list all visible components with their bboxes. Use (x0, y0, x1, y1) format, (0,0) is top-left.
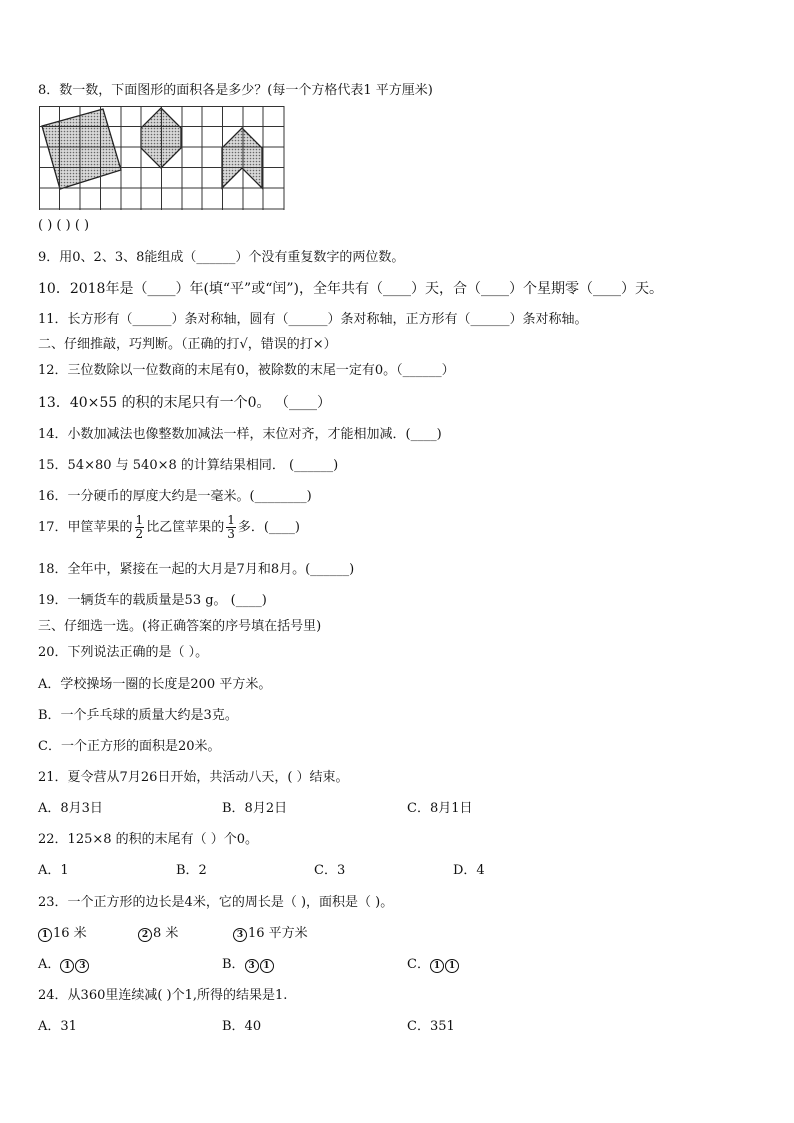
q22-option-d: D．4 (453, 863, 485, 878)
q14-text: 14．小数加减法也像整数加减法一样，末位对齐，才能相加减．(____) (38, 427, 442, 442)
circled-number: 1 (260, 959, 274, 973)
circled-number: 1 (60, 959, 74, 973)
q22-option-c: C．3 (314, 863, 346, 878)
option-letter: A． (38, 957, 61, 972)
section-2-heading: 二、仔细推敲，巧判断。（正确的打√，错误的打×） (38, 337, 337, 352)
tilted-square-shape (42, 109, 121, 189)
q24-option-b: B．40 (222, 1019, 262, 1034)
q23-choice-3 (233, 925, 308, 943)
circled-number: 2 (138, 928, 152, 942)
area-grid (39, 106, 285, 214)
q23-option-b (222, 956, 275, 974)
q24-option-c: C．351 (407, 1019, 455, 1034)
section-3-heading: 三、仔细选一选。(将正确答案的序号填在括号里) (38, 619, 322, 634)
q20-stem: 20．下列说法正确的是（ ）。 (38, 645, 209, 660)
q20-option-a: A．学校操场一圈的长度是200 平方米。 (38, 677, 272, 692)
q21-stem: 21．夏令营从7月26日开始，共活动八天，( ）结束。 (38, 770, 349, 785)
q17-text (38, 514, 300, 541)
q19-text: 19．一辆货车的载质量是53 g。 (____) (38, 593, 267, 608)
q10-text: 10．2018年是（____）年(填“平”或“闰”)，全年共有（____）天，合（____）个星期零（____）天。 (38, 281, 663, 297)
q23-option-c (407, 956, 460, 974)
q16-text: 16．一分硬币的厚度大约是一毫米。(________) (38, 489, 312, 504)
q15-text: 15．54×80 与 540×8 的计算结果相同． (______) (38, 458, 339, 473)
q8-answers: ( ) ( ) ( ) (38, 218, 90, 233)
q9-text: 9．用0、2、3、8能组成（______）个没有重复数字的两位数。 (38, 250, 405, 265)
circled-number: 3 (245, 959, 259, 973)
q24-stem: 24．从360里连续减( )个1,所得的结果是1. (38, 988, 288, 1003)
house-shape (222, 128, 262, 188)
q18-text: 18．全年中，紧接在一起的大月是7月和8月。(______) (38, 562, 355, 577)
fraction-one-third (226, 514, 236, 541)
q21-option-c: C．8月1日 (407, 801, 473, 816)
q20-option-b: B．一个乒乓球的质量大约是3克。 (38, 708, 238, 723)
q12-text: 12．三位数除以一位数商的末尾有0，被除数的末尾一定有0。（______） (38, 363, 455, 378)
choice-text: 16 米 (53, 926, 87, 941)
q24-option-a: A．31 (38, 1019, 77, 1034)
q23-option-a (38, 956, 90, 974)
option-letter: C． (407, 957, 430, 972)
q21-option-b: B．8月2日 (222, 801, 288, 816)
q21-option-a: A．8月3日 (38, 801, 103, 816)
q22-stem: 22．125×8 的积的末尾有（ ）个0。 (38, 832, 259, 847)
q22-option-b: B．2 (176, 863, 207, 878)
q23-stem: 23．一个正方形的边长是4米，它的周长是（ )，面积是（ )。 (38, 895, 394, 910)
q13-text: 13．40×55 的积的末尾只有一个0。 （____） (38, 395, 331, 411)
q8-text: 8．数一数，下面图形的面积各是多少？(每一个方格代表1 平方厘米) (38, 83, 433, 98)
q17-part-a: 17．甲筐苹果的 (38, 520, 133, 535)
fraction-denominator: 3 (227, 527, 235, 541)
grid-svg (39, 106, 285, 210)
q17-part-c: 多．(____) (237, 520, 300, 535)
circled-number: 3 (233, 928, 247, 942)
circled-number: 1 (445, 959, 459, 973)
q17-part-b: 比乙筐苹果的 (146, 520, 225, 535)
circled-number: 1 (38, 928, 52, 942)
q11-text: 11．长方形有（______）条对称轴，圆有（______）条对称轴，正方形有（______）条对称轴。 (38, 312, 588, 327)
fraction-numerator: 1 (135, 513, 144, 527)
circled-number: 3 (75, 959, 89, 973)
q22-option-a: A．1 (38, 863, 69, 878)
fraction-numerator: 1 (227, 513, 235, 527)
choice-text: 16 平方米 (248, 926, 308, 941)
fraction-denominator: 2 (135, 527, 144, 541)
choice-text: 8 米 (153, 926, 179, 941)
q20-option-c: C．一个正方形的面积是20米。 (38, 739, 221, 754)
circled-number: 1 (430, 959, 444, 973)
fraction-one-half (135, 514, 145, 541)
option-letter: B． (222, 957, 245, 972)
q23-choice-1 (38, 925, 87, 943)
q23-choice-2 (138, 925, 178, 943)
